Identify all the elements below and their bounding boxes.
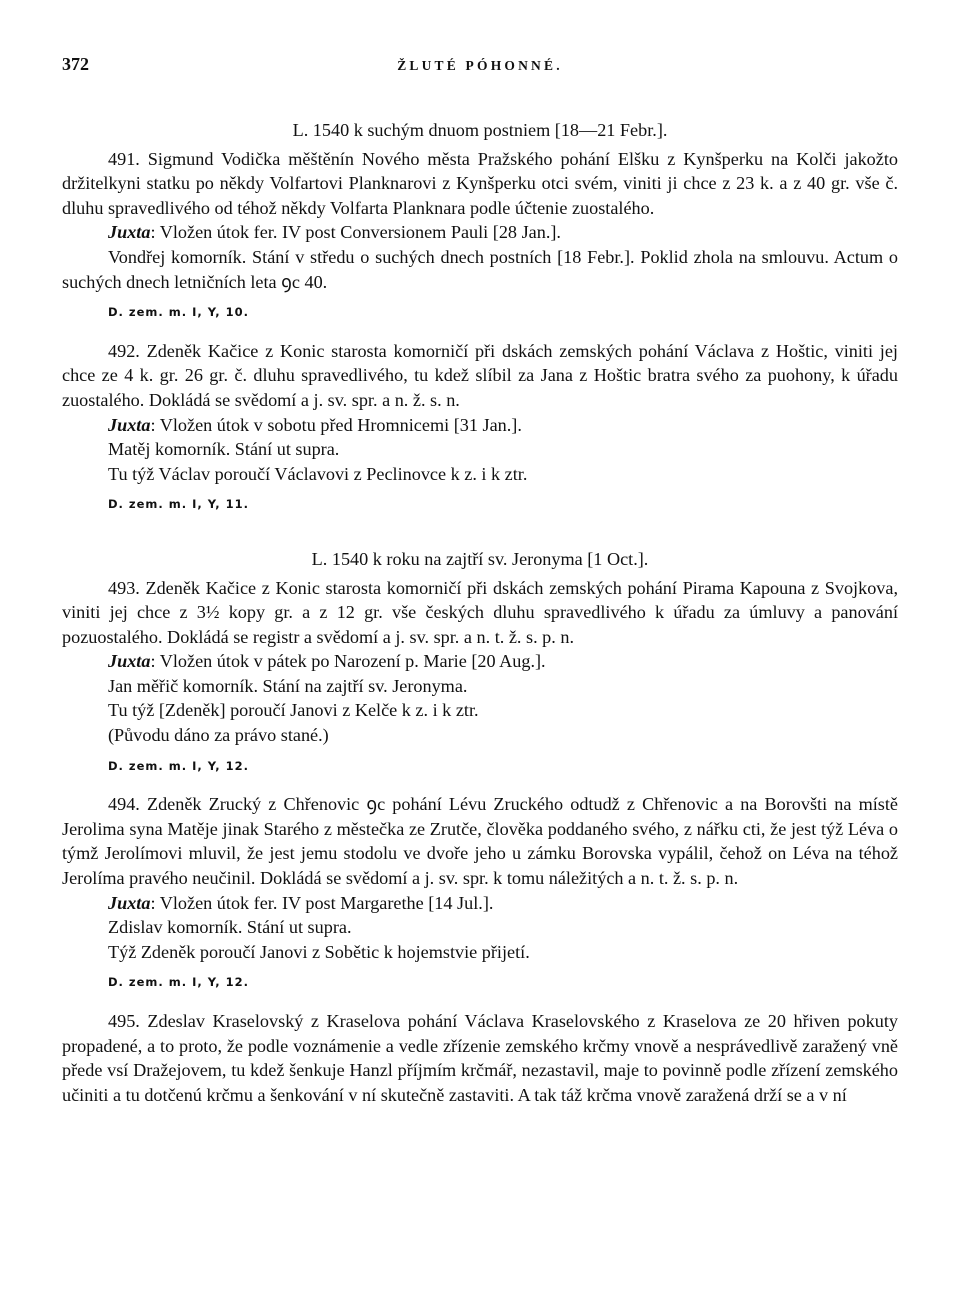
juxta-text: : Vložen útok fer. IV post Conversionem Pauli [28 Jan.]. [150, 222, 561, 243]
juxta-text: : Vložen útok v pátek po Narození p. Marie [20 Aug.]. [150, 651, 546, 672]
entry-text: 492. Zdeněk Kačice z Konic starosta komorničí při dskách zemských pohání Václava z Hoštic, viniti jej chce ze 4 k. gr. 26 gr. č. dluhu spravedlivého, tu kdež slíbil za Jana z Hoštic bratra svého za puohony, k úřadu zuostalého. Dokládá se svědomí a j. sv. spr. a n. ž. s. n. [62, 340, 898, 410]
entry-493 [62, 576, 898, 779]
entry-491 [62, 147, 898, 325]
juxta-line [108, 220, 898, 245]
dateline: L. 1540 k suchým dnuom postniem [18—21 Febr.]. [292, 120, 668, 140]
juxta-label: Juxta [108, 222, 151, 243]
source-reference: D. zem. m. I, Y, 12. [108, 758, 249, 773]
entry-text: 495. Zdeslav Kraselovský z Kraselova pohání Václava Kraselovského z Kraselova ze 20 hřiven pokuty propadené, a to proto, že podle voznámenie a vedle zřízenie zemského krčmy vnově a nesprávedlivě zaražený vně přede vsí Dražejovem, tu kdež šenkuje Hanzl příjmím krčmář, nezastavil, maje to povinně podle zřízení zemského učiniti a tu dotčenú krčmu a šenkování v ní skutečně zastaviti. A tak táž krčma vnově zaražená drží se a v ní [62, 1011, 898, 1105]
juxta-text: : Vložen útok fer. IV post Margarethe [14 Jul.]. [150, 892, 494, 913]
note-line: (Původu dáno za právo stané.) [108, 725, 329, 746]
source-reference: D. zem. m. I, Y, 11. [108, 497, 249, 512]
entry-495 [62, 1009, 898, 1107]
entry-text: 494. Zdeněk Zrucký z Chřenovic ꝯc pohání Lévu Zruckého odtudž z Chřenovic a na Borovšti na místě Jerolima syna Matěje jinak Starého z městečka ze Zrutče, člověka poddaného svého, z nářku cti, že jest týž Léva o týmž Jerolímovi mluvil, že jest jemu stodolu ve dvoře jeho u zámku Borovska vypálil, čehož on Léva na téhož Jerolíma pravého neučinil. Dokládá se svědomí a j. sv. spr. k tomu náležitých a n. t. ž. s. p. n. [62, 794, 898, 889]
chamberlain-line: Jan měřič komorník. Stání na zajtří sv. Jeronyma. [108, 675, 468, 696]
running-title: ŽLUTÉ PÓHONNÉ. [397, 58, 563, 73]
page-header [62, 52, 898, 82]
chamberlain-line: Matěj komorník. Stání ut supra. [108, 439, 340, 460]
page-number: 372 [62, 54, 89, 74]
chamberlain-line: Vondřej komorník. Stání v středu o suchých dnech postních [18 Febr.]. Poklid zhola na smlouvu. Actum o suchých dnech letničních leta ꝯc 40. [62, 246, 898, 292]
source-reference: D. zem. m. I, Y, 12. [108, 975, 249, 990]
entry-text: 493. Zdeněk Kačice z Konic starosta komorničí při dskách zemských pohání Pirama Kapouna z Svojkova, viniti jej chce z 3½ kopy gr. a z 12 gr. vše českých dluhu spravedlivého k úřadu za úmluvy a panování pozuostalého. Dokládá se registr a svědomí a j. sv. spr. a n. t. ž. s. p. n. [62, 577, 898, 647]
juxta-label: Juxta [108, 651, 151, 672]
juxta-line [108, 649, 898, 674]
dateline: L. 1540 k roku na zajtří sv. Jeronyma [1 Oct.]. [311, 548, 649, 569]
chamberlain-line: Zdislav komorník. Stání ut supra. [108, 917, 352, 938]
entrust-line: Týž Zdeněk poroučí Janovi z Sobětic k hojemstvie přijetí. [108, 941, 530, 962]
entrust-line: Tu týž [Zdeněk] poroučí Janovi z Kelče k z. i k ztr. [108, 700, 479, 721]
juxta-text: : Vložen útok v sobotu před Hromnicemi [31 Jan.]. [150, 414, 522, 435]
entry-text: 491. Sigmund Vodička měštěnín Nového města Pražského pohání Elšku z Kynšperku na Kolči jakožto držitelkyni statku po někdy Volfartovi Planknarovi z Kynšperku otci svém, viniti ji chce z 23 k. a z 40 gr. vše č. dluhu spravedlivého od téhož někdy Volfarta Planknara podle účtenie zuostalého. [62, 148, 898, 218]
entry-494 [62, 792, 898, 995]
juxta-label: Juxta [108, 414, 151, 435]
juxta-line [108, 413, 898, 438]
juxta-line [108, 891, 898, 916]
source-reference: D. zem. m. I, Y, 10. [108, 305, 249, 320]
juxta-label: Juxta [108, 892, 151, 913]
entrust-line: Tu týž Václav poroučí Václavovi z Peclinovce k z. i k ztr. [108, 463, 528, 484]
document-page [62, 52, 898, 1107]
entry-492 [62, 339, 898, 517]
